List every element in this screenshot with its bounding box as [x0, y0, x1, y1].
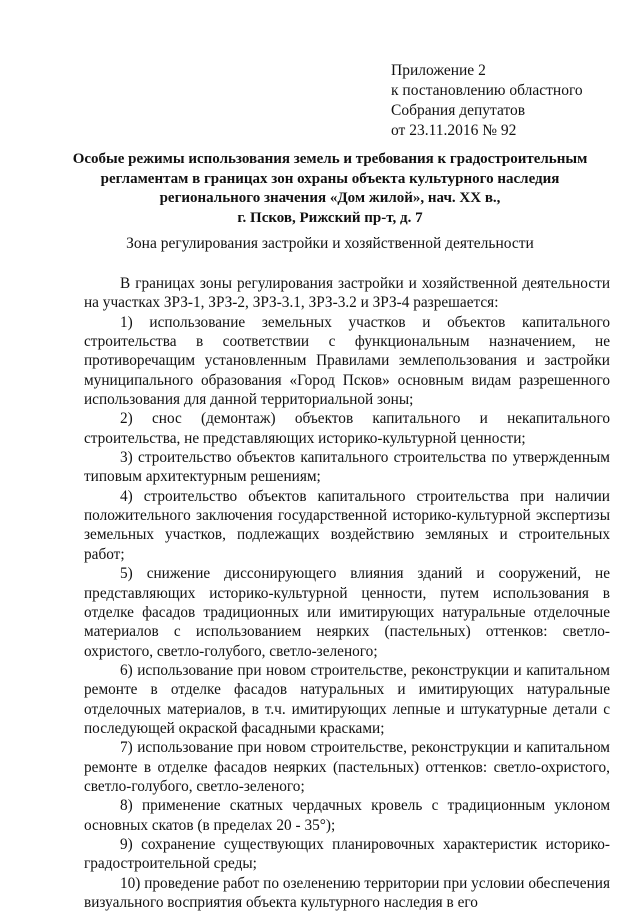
list-item: 6) использование при новом строительстве, реконструкции и капитальном ремонте в отделке фасадов натуральных и имитирующих натуральные отделочных материалов, в т.ч. имитирующих лепные и штукатурные детали с последующей окраской фасадными красками; [84, 661, 610, 737]
title-line: регионального значения «Дом жилой», нач. XX в., [159, 190, 501, 206]
intro-paragraph: В границах зоны регулирования застройки и хозяйственной деятельности на участках ЗРЗ-1, ЗРЗ-2, ЗРЗ-3.1, ЗРЗ-3.2 и ЗРЗ-4 разрешается: [84, 275, 610, 312]
list-item: 7) использование при новом строительстве, реконструкции и капитальном ремонте в отделке фасадов неярких (пастельных) оттенков: светло-охристого, светло-голубого, светло-зеленого; [84, 739, 610, 795]
appendix-line: к постановлению областного [391, 82, 583, 99]
list-item: 8) применение скатных чердачных кровель с традиционным уклоном основных скатов (в пределах 20 - 35°); [84, 797, 610, 834]
list-item: 1) использование земельных участков и объектов капитального строительства в соответствии с функциональным назначением, не противоречащим установленным Правилами землепользования и застройки муниципального образования «Город Псков» основным видам разрешенного использования для данной территориальной зоны; [84, 313, 610, 409]
list-item: 5) снижение диссонирующего влияния зданий и сооружений, не представляющих историко-культурной ценности, путем использования в отделке фасадов традиционных или имитирующих натуральные отделочные материалов с использованием неярких (пастельных) оттенков: светло-охристого, светло-голубого, светло-зеленого; [84, 565, 610, 660]
appendix-line: Собрания депутатов [391, 102, 526, 119]
title-line: регламентам в границах зон охраны объекта культурного наследия [100, 170, 560, 187]
appendix-block [391, 61, 583, 141]
body-text [84, 274, 610, 912]
list-item: 3) строительство объектов капитального строительства по утвержденным типовым архитектурным решениям; [84, 449, 610, 486]
title-line: г. Псков, Рижский пр-т, д. 7 [237, 209, 423, 226]
list-item: 4) строительство объектов капитального строительства при наличии положительного заключения государственной историко-культурной экспертизы земельных участков, подлежащих воздействию земляных и строительных работ; [84, 487, 610, 563]
appendix-date-line: от 23.11.2016 № 92 [391, 122, 517, 139]
list-item: 9) сохранение существующих планировочных характеристик историко-градостроительной среды; [84, 835, 610, 873]
list-item: 2) снос (демонтаж) объектов капитального и некапитального строительства, не представляющих историко-культурной ценности; [84, 410, 610, 447]
list-item: 10) проведение работ по озеленению территории при условии обеспечения визуального восприятия объекта культурного наследия в его [84, 874, 610, 911]
appendix-line: Приложение 2 [391, 62, 486, 79]
document-title [70, 150, 590, 228]
title-line: Особые режимы использования земель и требования к градостроительным [72, 151, 588, 167]
zone-heading: Зона регулирования застройки и хозяйственной деятельности [126, 235, 534, 252]
